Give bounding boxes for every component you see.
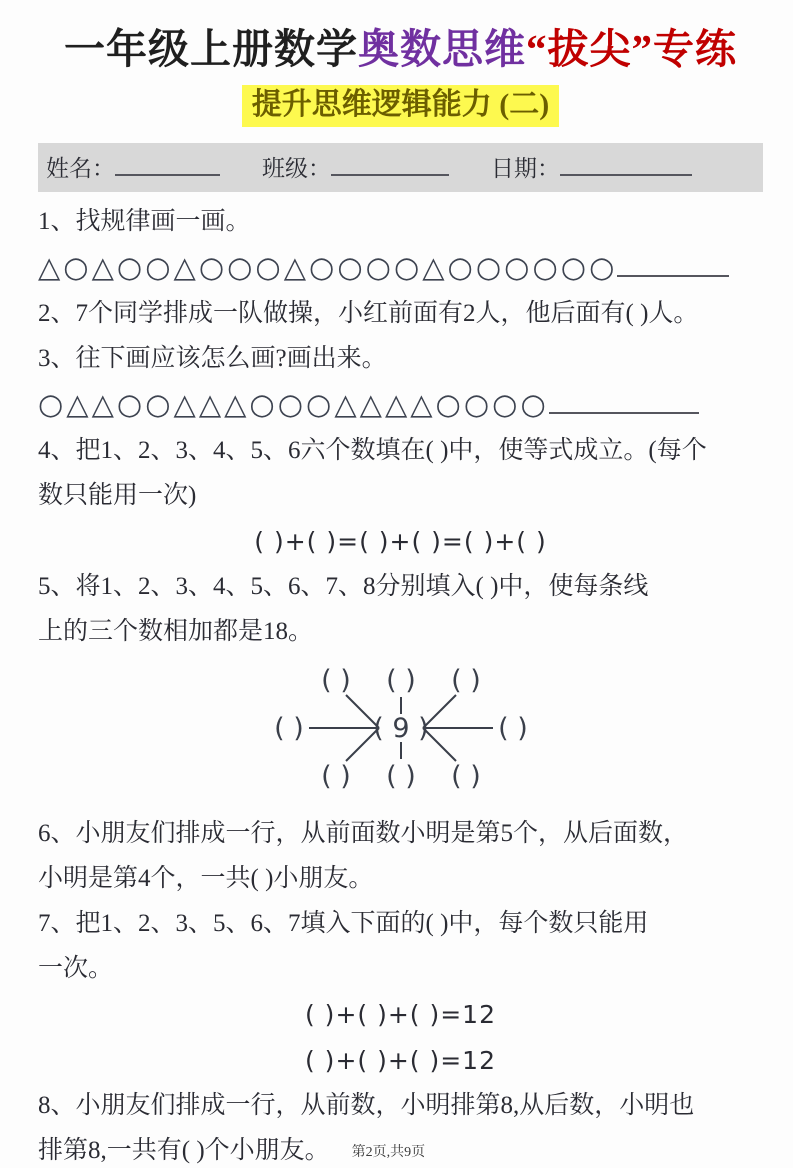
page-number-footer: 第2页,共9页 xyxy=(351,1145,426,1161)
title-segment-topnotch: “拔尖”专练 xyxy=(526,26,737,72)
question-4-text-line1: 4、把1、2、3、4、5、6六个数填在( )中，使等式成立。(每个 xyxy=(38,437,707,465)
question-3-answer-blank xyxy=(549,388,699,414)
diagram-center-value: ( 9 ) xyxy=(372,713,429,745)
question-8-text-line1: 8、小朋友们排成一行，从前数，小明排第8,从后数，小明也 xyxy=(38,1092,695,1120)
question-7-equation-1: ( )+( )+( )=12 xyxy=(304,1000,496,1030)
name-blank xyxy=(115,154,220,176)
subtitle-row xyxy=(38,85,763,127)
question-1-answer-blank xyxy=(617,251,729,277)
diagram-slot-top-left: ( ) xyxy=(320,665,351,697)
diagram-slot-middle-left: ( ) xyxy=(273,713,304,745)
diagram-slot-top-center: ( ) xyxy=(385,665,416,697)
question-8-text-line2-content: 排第8,一共有( )个小朋友。 xyxy=(38,1137,330,1165)
shape-pattern-1: △○△○○△○○○△○○○○△○○○○○○ xyxy=(38,250,618,285)
question-8-text-line2 xyxy=(38,1136,763,1168)
question-5-text-line1: 5、将1、2、3、4、5、6、7、8分别填入( )中，使每条线 xyxy=(38,573,649,601)
shape-pattern-3: ○△△○○△△△○○○△△△△○○○○ xyxy=(38,387,549,422)
name-field xyxy=(46,150,220,183)
title-segment-course: 一年级上册数学 xyxy=(64,26,358,72)
class-field xyxy=(262,150,449,183)
diagram-slot-top-right: ( ) xyxy=(450,665,481,697)
question-7-text-line2: 一次。 xyxy=(38,955,114,983)
question-5-text-line2: 上的三个数相加都是18。 xyxy=(38,618,314,646)
question-7-text-line1: 7、把1、2、3、5、6、7填入下面的( )中，每个数只能用 xyxy=(38,910,649,938)
name-label: 姓名： xyxy=(46,156,115,182)
class-blank xyxy=(331,154,449,176)
diagram-slot-bottom-center: ( ) xyxy=(385,761,416,793)
date-field xyxy=(491,150,692,183)
page-title xyxy=(38,26,763,73)
question-6-text-line2: 小明是第4个，一共( )小朋友。 xyxy=(38,865,374,893)
question-5-diagram xyxy=(38,657,763,804)
date-blank xyxy=(560,154,692,176)
diagram-slot-bottom-right: ( ) xyxy=(450,761,481,793)
diagram-slot-middle-right: ( ) xyxy=(497,713,528,745)
question-4-equation: ( )+( )=( )+( )=( )+( ) xyxy=(254,527,547,557)
question-3-text: 3、往下画应该怎么画?画出来。 xyxy=(38,345,387,373)
question-6-text-line1: 6、小朋友们排成一行，从前面数小明是第5个，从后面数， xyxy=(38,820,689,848)
date-label: 日期： xyxy=(491,156,560,182)
worksheet-subtitle: 提升思维逻辑能力 (二) xyxy=(242,85,559,127)
question-2-text: 2、7个同学排成一队做操，小红前面有2人，他后面有( )人。 xyxy=(38,300,699,328)
student-info-bar xyxy=(38,143,763,192)
diagram-slot-bottom-left: ( ) xyxy=(320,761,351,793)
question-3-shape-sequence xyxy=(38,387,763,421)
title-segment-olympiad: 奥数思维 xyxy=(358,26,526,72)
class-label: 班级： xyxy=(262,156,331,182)
question-1-shape-sequence xyxy=(38,250,763,284)
question-7-equation-2: ( )+( )+( )=12 xyxy=(304,1046,496,1076)
number-star-diagram xyxy=(261,657,541,799)
question-4-text-line2: 数只能用一次) xyxy=(38,482,197,510)
question-1-text: 1、找规律画一画。 xyxy=(38,208,251,236)
